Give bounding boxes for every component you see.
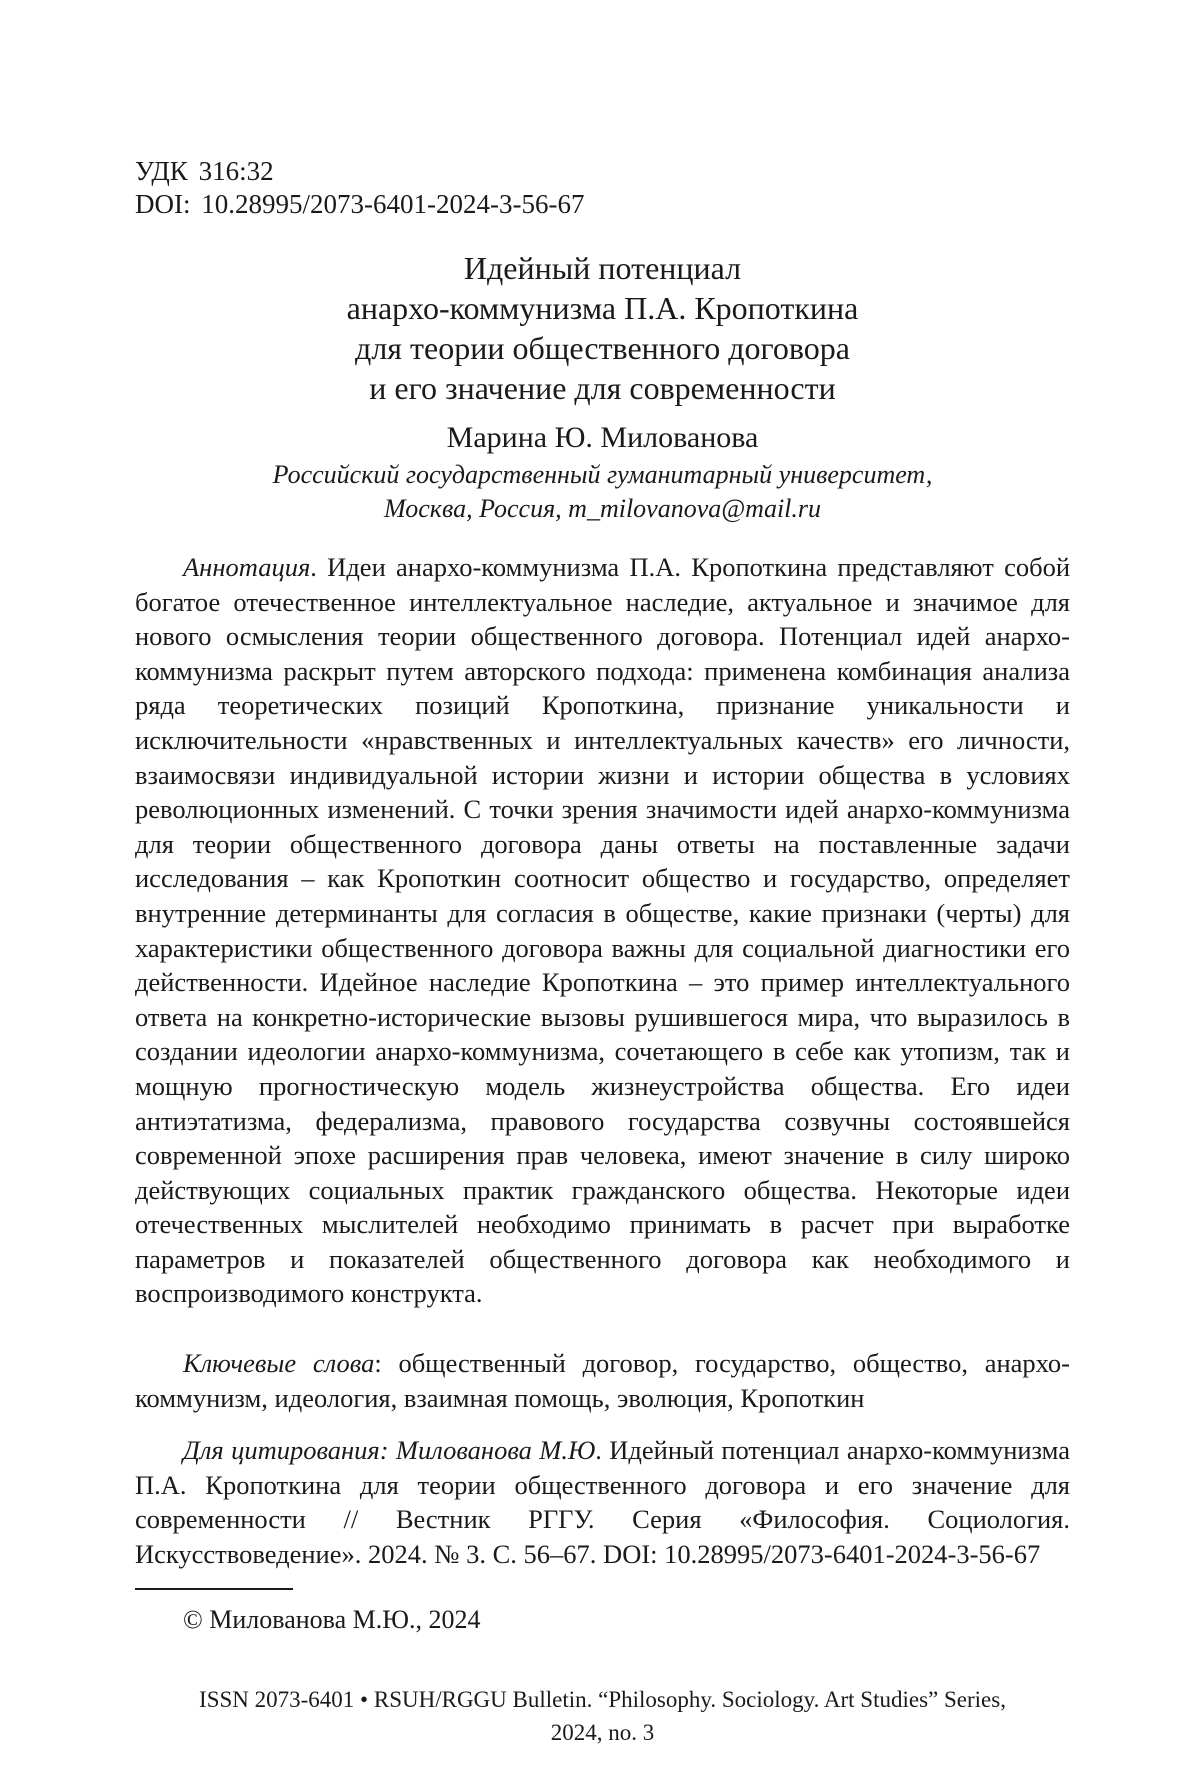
author-affiliation (135, 458, 1070, 526)
keywords (135, 1346, 1070, 1415)
abstract-text: . Идеи анархо-коммунизма П.А. Кропоткина представляют собой богатое отечественное интеллектуальное наследие, актуальное и значимое для нового осмысления теории общественного договора. Потенциал идей анархо-коммунизма раскрыт путем авторского подхода: применена комбинация анализа ряда теоретических позиций Кропоткина, признание уникальности и исключительности «нравственных и интеллектуальных качеств» его личности, взаимосвязи индивидуальной истории жизни и истории общества в условиях революционных изменений. С точки зрения значимости идей анархо-коммунизма для теории общественного договора даны ответы на поставленные задачи исследования – как Кропоткин соотносит общество и государство, определяет внутренние детерминанты для согласия в обществе, какие признаки (черты) для характеристики общественного договора важны для социальной диагностики его действенности. Идейное наследие Кропоткина – это пример интеллектуального ответа на конкретно-исторические вызовы рушившегося мира, что выразилось в создании идеологии анархо-коммунизма, сочетающего в себе как утопизм, так и мощную прогностическую модель жизнеустройства общества. Его идеи антиэтатизма, федерализма, правового государства созвучны состоявшейся современной эпохе расширения прав человека, имеют значение в силу широко действующих социальных практик гражданского общества. Некоторые идеи отечественных мыслителей необходимо принимать в расчет при выработке параметров и показателей общественного договора как необходимого и воспроизводимого конструкта. (135, 552, 1070, 1309)
title-line: анархо-коммунизма П.А. Кропоткина (346, 290, 859, 326)
keywords-label: Ключевые слова (183, 1348, 375, 1378)
footer-line: ISSN 2073-6401 • RSUH/RGGU Bulletin. “Philosophy. Sociology. Art Studies” Series, (199, 1687, 1006, 1712)
citation (135, 1433, 1070, 1571)
article-identifiers (135, 155, 584, 221)
copyright: © Милованова М.Ю., 2024 (183, 1605, 481, 1634)
journal-footer (135, 1683, 1070, 1749)
keywords-text: : общественный договор, государство, общество, анархо-коммунизм, идеология, взаимная помощь, эволюция, Кропоткин (135, 1348, 1070, 1413)
footnote-divider (135, 1588, 293, 1590)
citation-label: Для цитирования: Милованова М.Ю (183, 1435, 596, 1465)
affiliation-line: Российский государственный гуманитарный университет, (272, 460, 933, 489)
footer-line: 2024, no. 3 (550, 1720, 655, 1745)
abstract-label: Аннотация (183, 552, 311, 582)
abstract (135, 550, 1070, 1311)
citation-text: . Идейный потенциал анархо-коммунизма П.А. Кропоткина для теории общественного договора и его значение для современности // Вестник РГГУ. Серия «Философия. Социология. Искусствоведение». 2024. № 3. С. 56–67. DOI: 10.28995/2073-6401-2024-3-56-67 (135, 1435, 1070, 1569)
title-line: Идейный потенциал (463, 250, 742, 286)
doi: DOI: 10.28995/2073-6401-2024-3-56-67 (135, 189, 585, 219)
author-name: Марина Ю. Милованова (446, 421, 759, 454)
title-line: и его значение для современности (369, 370, 836, 406)
title-line: для теории общественного договора (355, 330, 850, 366)
udk-code: УДК 316:32 (135, 156, 274, 186)
article-title (135, 248, 1070, 408)
affiliation-line: Москва, Россия, m_milovanova@mail.ru (383, 494, 822, 523)
abstract-paragraph (135, 550, 1070, 1311)
